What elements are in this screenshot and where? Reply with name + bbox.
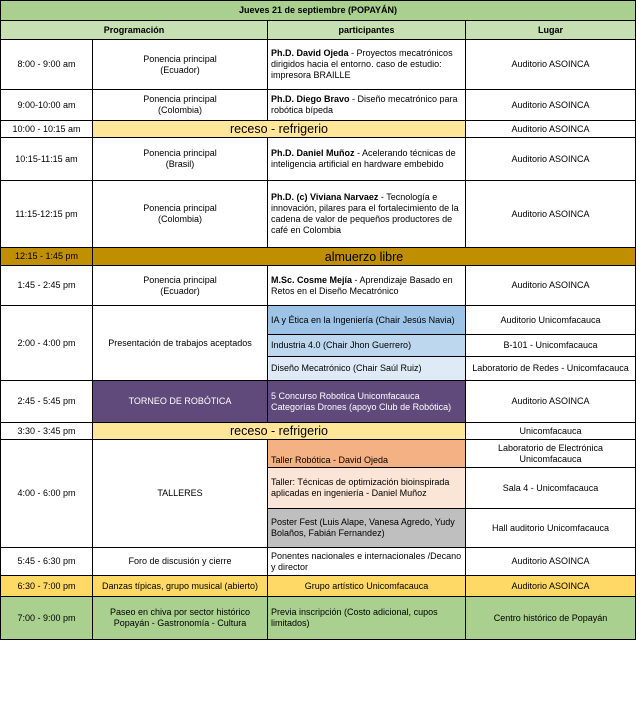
place-cell: B-101 - Unicomfacauca — [466, 335, 636, 357]
place-cell: Auditorio ASOINCA — [466, 381, 636, 423]
time-cell: 8:00 - 9:00 am — [1, 40, 93, 90]
time-cell: 5:45 - 6:30 pm — [1, 548, 93, 576]
table-row — [1, 40, 636, 90]
type-cell: Presentación de trabajos aceptados — [93, 306, 268, 381]
place-cell: Auditorio ASOINCA — [466, 40, 636, 90]
participant-cell: Ph.D. Diego Bravo - Diseño mecatrónico para robótica bípeda — [268, 90, 466, 121]
place-cell: Unicomfacauca — [466, 423, 636, 440]
table-row — [1, 440, 636, 468]
header-programacion: Programación — [1, 21, 268, 40]
time-cell: 3:30 - 3:45 pm — [1, 423, 93, 440]
header-row — [1, 21, 636, 40]
type-cell: Ponencia principal (Colombia) — [93, 90, 268, 121]
table-row — [1, 266, 636, 306]
place-cell: Auditorio ASOINCA — [466, 266, 636, 306]
type-cell: Ponencia principal (Ecuador) — [93, 266, 268, 306]
table-row — [1, 121, 636, 138]
participant-cell: Ph.D. (c) Viviana Narvaez - Tecnología e innovación, pilares para el fortalecimiento de la cadena de valor de pequeños productores de café en Colombia — [268, 181, 466, 248]
time-cell: 9:00-10:00 am — [1, 90, 93, 121]
place-cell: Auditorio ASOINCA — [466, 138, 636, 181]
session-cell: Industria 4.0 (Chair Jhon Guerrero) — [268, 335, 466, 357]
participant-cell: M.Sc. Cosme Mejía - Aprendizaje Basado en Retos en el Diseño Mecatrónico — [268, 266, 466, 306]
participant-cell: Previa inscripción (Costo adicional, cupos limitados) — [268, 597, 466, 640]
table-row — [1, 548, 636, 576]
time-cell: 1:45 - 2:45 pm — [1, 266, 93, 306]
place-cell: Auditorio ASOINCA — [466, 90, 636, 121]
time-cell: 7:00 - 9:00 pm — [1, 597, 93, 640]
time-cell: 10:15-11:15 am — [1, 138, 93, 181]
type-cell: Ponencia principal (Colombia) — [93, 181, 268, 248]
session-cell: Diseño Mecatrónico (Chair Saúl Ruiz) — [268, 357, 466, 381]
table-row — [1, 181, 636, 248]
title-row — [1, 1, 636, 21]
place-cell: Sala 4 - Unicomfacauca — [466, 468, 636, 509]
break-label: receso - refrigerio — [93, 121, 466, 138]
type-cell: TORNEO DE ROBÓTICA — [93, 381, 268, 423]
type-cell: Ponencia principal (Brasil) — [93, 138, 268, 181]
workshop-cell: Taller: Técnicas de optimización bioinspirada aplicadas en ingeniería - Daniel Muñoz — [268, 468, 466, 509]
place-cell: Auditorio ASOINCA — [466, 181, 636, 248]
type-cell: Foro de discusión y cierre — [93, 548, 268, 576]
participant-cell: Ponentes nacionales e internacionales /Decano y director — [268, 548, 466, 576]
workshop-cell: Poster Fest (Luis Alape, Vanesa Agredo, Yudy Bolaños, Fabián Fernandez) — [268, 509, 466, 548]
place-cell: Auditorio ASOINCA — [466, 548, 636, 576]
header-lugar: Lugar — [466, 21, 636, 40]
participant-cell: 5 Concurso Robotica Unicomfacauca Categorías Drones (apoyo Club de Robótica) — [268, 381, 466, 423]
type-cell: Ponencia principal (Ecuador) — [93, 40, 268, 90]
place-cell: Auditorio Unicomfacauca — [466, 306, 636, 335]
place-cell: Hall auditorio Unicomfacauca — [466, 509, 636, 548]
table-row — [1, 576, 636, 597]
table-row — [1, 138, 636, 181]
type-cell: Danzas típicas, grupo musical (abierto) — [93, 576, 268, 597]
participant-cell: Grupo artístico Unicomfacauca — [268, 576, 466, 597]
table-row — [1, 90, 636, 121]
type-cell: TALLERES — [93, 440, 268, 548]
time-cell: 2:45 - 5:45 pm — [1, 381, 93, 423]
place-cell: Laboratorio de Electrónica Unicomfacauca — [466, 440, 636, 468]
table-row — [1, 381, 636, 423]
time-cell: 12:15 - 1:45 pm — [1, 248, 93, 266]
place-cell: Auditorio ASOINCA — [466, 121, 636, 138]
lunch-label: almuerzo libre — [93, 248, 636, 266]
place-cell: Auditorio ASOINCA — [466, 576, 636, 597]
table-row — [1, 248, 636, 266]
time-cell: 4:00 - 6:00 pm — [1, 440, 93, 548]
time-cell: 2:00 - 4:00 pm — [1, 306, 93, 381]
schedule-title: Jueves 21 de septiembre (POPAYÁN) — [1, 1, 636, 21]
table-row — [1, 423, 636, 440]
header-participantes: participantes — [268, 21, 466, 40]
participant-cell: Ph.D. Daniel Muñoz - Acelerando técnicas de inteligencia artificial en hardware embebido — [268, 138, 466, 181]
break-label: receso - refrigerio — [93, 423, 466, 440]
time-cell: 11:15-12:15 pm — [1, 181, 93, 248]
participant-cell: Ph.D. David Ojeda - Proyectos mecatrónicos dirigidos hacia el entorno. caso de estudio: impresora BRAILLE — [268, 40, 466, 90]
type-cell: Paseo en chiva por sector histórico Popayán - Gastronomía - Cultura — [93, 597, 268, 640]
table-row — [1, 597, 636, 640]
session-cell: IA y Ética en la Ingeniería (Chair Jesús Navia) — [268, 306, 466, 335]
place-cell: Centro histórico de Popayán — [466, 597, 636, 640]
table-row — [1, 306, 636, 335]
time-cell: 6:30 - 7:00 pm — [1, 576, 93, 597]
time-cell: 10:00 - 10:15 am — [1, 121, 93, 138]
workshop-cell: Taller Robótica - David Ojeda — [268, 440, 466, 468]
place-cell: Laboratorio de Redes - Unicomfacauca — [466, 357, 636, 381]
